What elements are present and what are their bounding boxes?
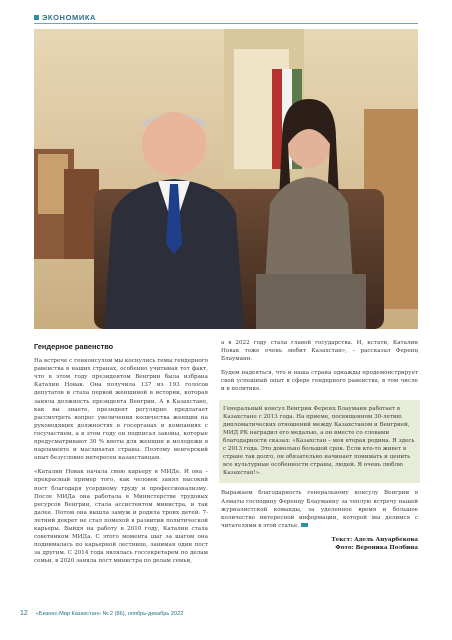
section-tag (34, 13, 96, 22)
article-photo (34, 29, 418, 329)
closing-paragraph (221, 489, 418, 529)
section-label: ЭКОНОМИКА (42, 13, 97, 22)
quote-text: Генеральный консул Венгрии Ференц Блауманн работает в Казахстане с 2013 года. На приеме, посвященном 30-летию дипломатических отношений между Казахстаном и Венгрией, МИД РК наградил его медалью, а он вместе со словами благодарности сказал: «Казахстан – моя вторая родина. Я здесь с 2013 года. Это довольно большой срок. Если кто-то живет в стране так долго, он обязательно начинает понимать и ценить все культурные особенности страны, людей. Я очень люблю Казахстан!». (223, 405, 415, 477)
photo-illustration (34, 29, 418, 329)
paragraph: Будем надеяться, что и наша страна однажды продемонстрирует свой успешный опыт в сфере гендерного равенства, в том числе и в политике. (221, 370, 418, 393)
end-marker-icon (301, 523, 308, 527)
paragraph: «Каталин Новак начала свою карьеру в МИДе. И она – прекрасный пример того, как человек занял высокий пост благодаря усердному труду и профессионализму. После МИДа она работала в Министерстве трудовых ресурсов Венгрии, стала ассистентом министра, и так далее. Потом она вышла замуж и родила троих детей. 7-летний декрет не стал помехой в развитии политической карьеры. Выйдя на работу в 2010 году, Каталин стала советником МИДа. С этого момента шаг за шагом она поднималась по карьерной лестнице, занимая один пост за другим. С 2014 года являлась госсекретарем по делам семьи, в 2020 заняла пост министра по делам семьи, (34, 469, 208, 565)
left-column (34, 343, 208, 571)
right-column (221, 339, 418, 552)
credits (221, 536, 418, 552)
page-number: 12 (20, 610, 28, 617)
credit-photo: Фото: Вероника Полбина (335, 544, 418, 551)
publication-info: «Бизнес-Мир Казахстан» № 2 (86), ноябрь-декабрь 2022 (35, 611, 184, 617)
credit-text: Текст: Адель Ануарбекова (331, 536, 418, 543)
paragraph: На встрече с генконсулом мы коснулись темы гендерного равенства в наших странах, особенно учитывая тот факт, что в этом году президентом Венгрии была избрана Каталин Новак. Она получила 137 из 193 голосов депутатов и стала первой женщиной в истории, которая заняла должность президента Венгрии. А в Казахстане, как вы знаете, президент регулярно предлагает рассмотреть вопрос увеличения количества женщин на руководящих должностях в госорганах и компаниях с госучастием, а в этом году он подписал законы, которые предусматривают 30 % квоты для женщин и молодежи в парламенте и маслихатах страны. Поэтому венгерский опыт безусловно интересен казахстанцам. (34, 358, 208, 462)
section-marker-icon (34, 15, 39, 20)
closing-text: Выражаем благодарность генеральному консулу Венгрии в Алматы господину Ференцу Блауманну за теплую встречу нашей журналистской команды, за уделенное время и большое количество интересной информации, которой мы делимся с читателями в этой статье. (221, 490, 418, 529)
section-heading: Гендерное равенство (34, 342, 114, 351)
paragraph: а в 2022 году стала главой государства. И, кстати, Каталин Новак тоже очень любит Казахстан», – рассказал Ференц Блауманн. (221, 340, 418, 363)
page-footer (20, 610, 183, 617)
header-divider (34, 23, 418, 24)
quote-box (219, 400, 420, 484)
